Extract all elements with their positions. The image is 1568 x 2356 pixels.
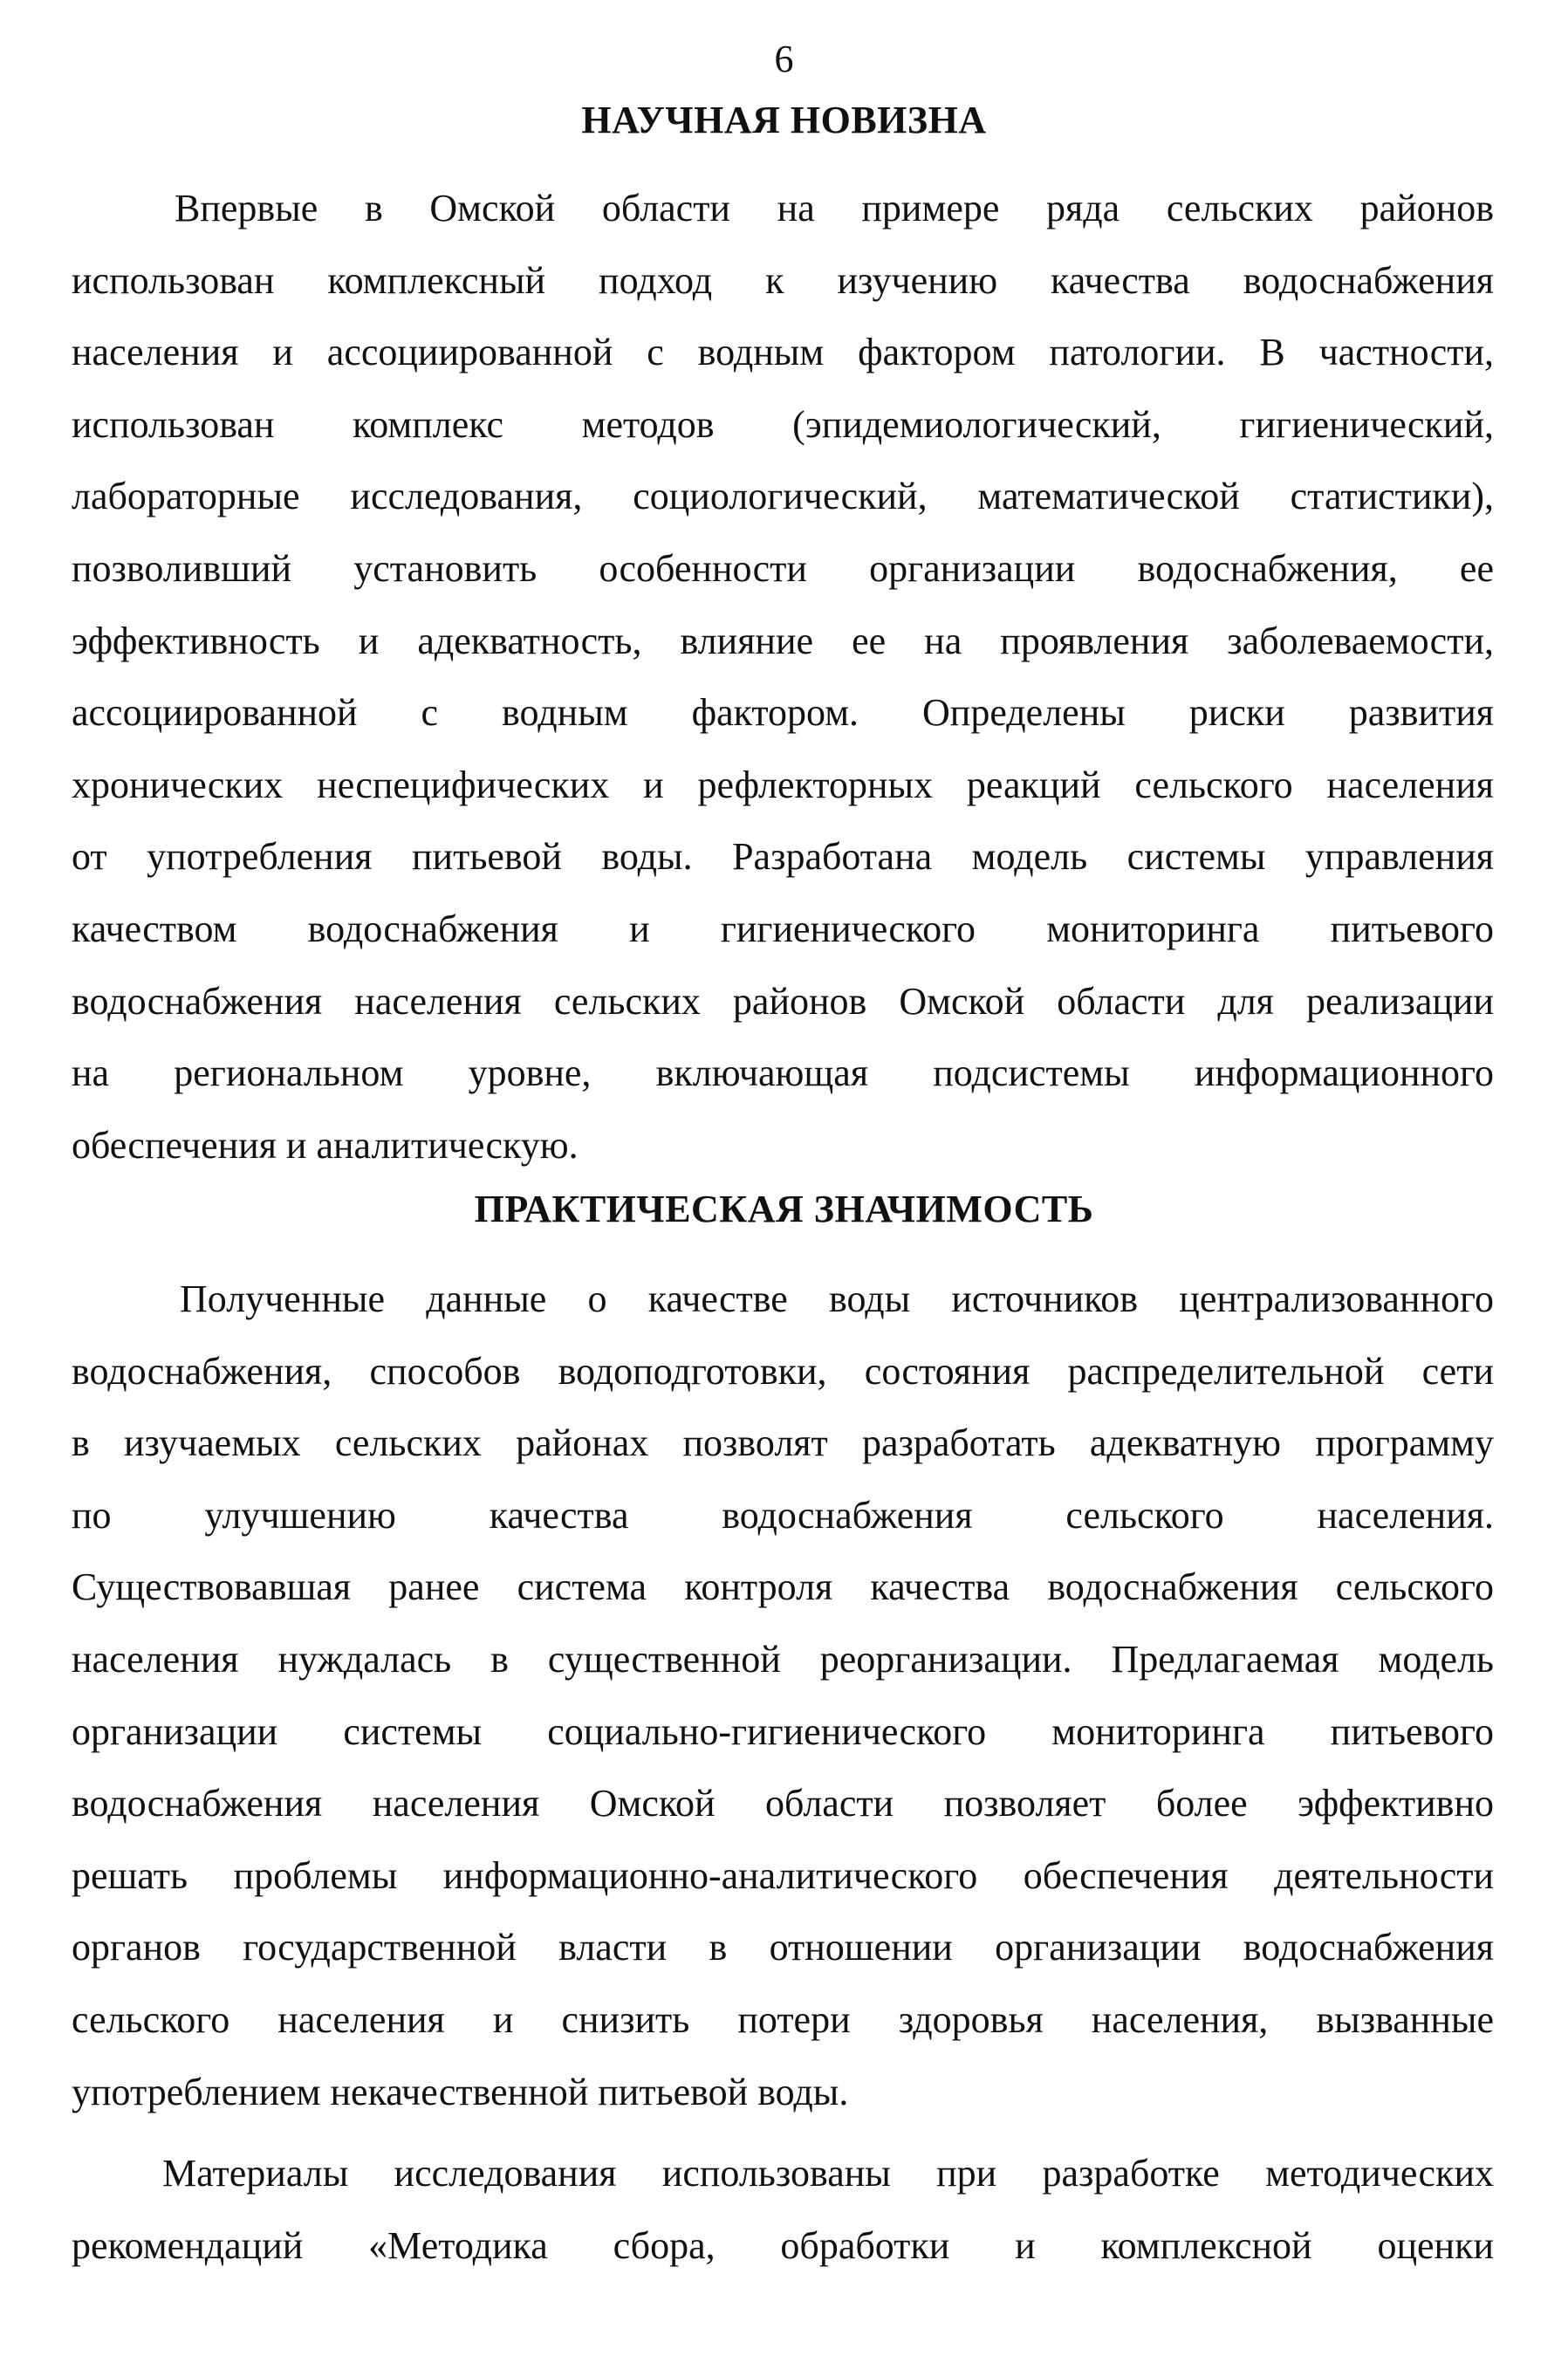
text-line: водоснабжения, способов водоподготовки, состояния распределительной сети xyxy=(72,1349,1494,1393)
text-line: Впервые в Омской области на примере ряда сельских районов xyxy=(175,187,1494,229)
paragraph-practical-significance xyxy=(72,1264,1494,2128)
text-line: рекомендаций «Методика сбора, обработки и комплексной оценки xyxy=(72,2223,1494,2267)
text-line: Полученные данные о качестве воды источников централизованного xyxy=(180,1277,1494,1320)
paragraph-materials xyxy=(72,2138,1494,2282)
text-line: населения и ассоциированной с водным фактором патологии. В частности, xyxy=(72,331,1494,374)
text-line: обеспечения и аналитическую. xyxy=(72,1123,579,1167)
text-line: решать проблемы информационно-аналитического обеспечения деятельности xyxy=(72,1853,1494,1897)
text-line: хронических неспецифических и рефлекторных реакций сельского населения xyxy=(72,763,1494,806)
text-line: на региональном уровне, включающая подсистемы информационного xyxy=(72,1051,1494,1095)
text-line: населения нуждалась в существенной реорганизации. Предлагаемая модель xyxy=(72,1637,1494,1681)
text-line: организации системы социально-гигиенического мониторинга питьевого xyxy=(72,1709,1494,1753)
text-line: органов государственной власти в отношении организации водоснабжения xyxy=(72,1926,1494,1969)
section-heading-practical-significance: ПРАКТИЧЕСКАЯ ЗНАЧИМОСТЬ xyxy=(474,1188,1094,1230)
text-line: Материалы исследования использованы при разработке методических xyxy=(162,2152,1494,2195)
text-line: по улучшению качества водоснабжения сельского населения. xyxy=(72,1493,1494,1537)
text-line: водоснабжения населения Омской области позволяет более эффективно xyxy=(72,1782,1494,1825)
paragraph-scientific-novelty xyxy=(72,173,1494,1181)
text-line: Существовавшая ранее система контроля качества водоснабжения сельского xyxy=(72,1565,1494,1609)
section-heading-scientific-novelty: НАУЧНАЯ НОВИЗНА xyxy=(581,99,987,141)
page-number: 6 xyxy=(774,38,794,80)
text-line: употреблением некачественной питьевой воды. xyxy=(72,2070,849,2113)
text-line: использован комплексный подход к изучению качества водоснабжения xyxy=(72,258,1494,302)
text-line: эффективность и адекватность, влияние ее на проявления заболеваемости, xyxy=(72,619,1494,662)
text-line: водоснабжения населения сельских районов Омской области для реализации xyxy=(72,979,1494,1023)
text-line: позволивший установить особенности организации водоснабжения, ее xyxy=(72,546,1494,590)
text-line: ассоциированной с водным фактором. Определены риски развития xyxy=(72,691,1494,735)
text-line: лабораторные исследования, социологический, математической статистики), xyxy=(72,475,1494,518)
text-line: сельского населения и снизить потери здоровья населения, вызванные xyxy=(72,1997,1494,2041)
text-line: использован комплекс методов (эпидемиологический, гигиенический, xyxy=(72,402,1494,446)
text-line: качеством водоснабжения и гигиенического мониторинга питьевого xyxy=(72,907,1494,950)
text-line: от употребления питьевой воды. Разработана модель системы управления xyxy=(72,835,1494,879)
text-line: в изучаемых сельских районах позволят разработать адекватную программу xyxy=(72,1421,1494,1465)
